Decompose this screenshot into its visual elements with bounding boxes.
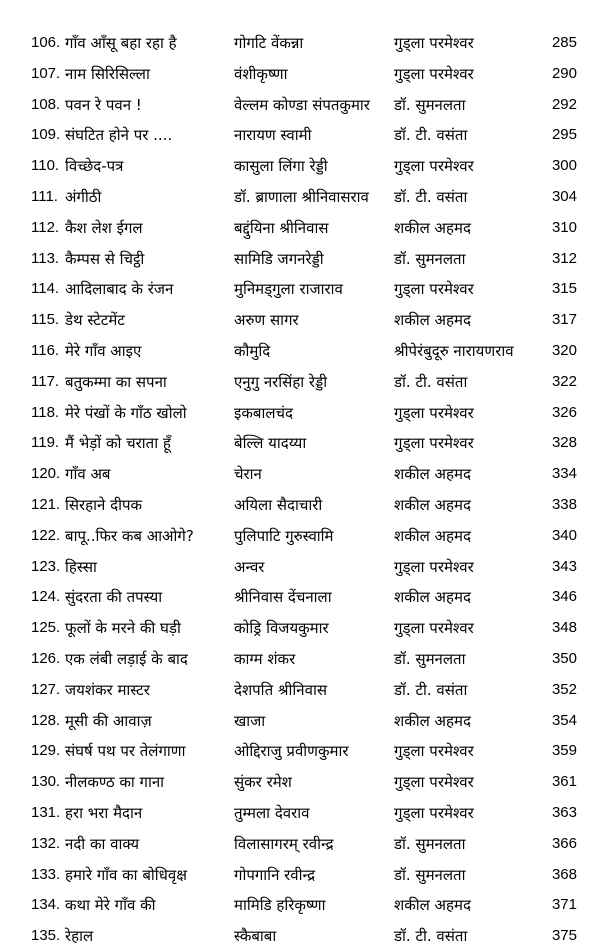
entry-number: 127.	[31, 680, 61, 698]
entry-number: 130.	[31, 773, 61, 791]
contents-entry	[0, 490, 600, 521]
entry-page-number: 310	[551, 218, 577, 236]
entry-translator: श्रीपेरंबुदूरु नारायणराव	[394, 341, 514, 360]
entry-translator: गुड्ला परमेश्वर	[394, 803, 474, 822]
entry-author: सामिडि जगनरेड्डी	[234, 249, 324, 268]
entry-title: संघर्ष पथ पर तेलंगाणा	[65, 742, 186, 761]
entry-number: 119.	[31, 434, 60, 452]
entry-author: मुनिमड्गुला राजाराव	[234, 280, 343, 299]
entry-page-number: 363	[551, 803, 577, 821]
entry-title: अंगीठी	[65, 187, 102, 206]
entry-translator: डॉ. सुमनलता	[394, 95, 466, 114]
entry-title: पवन रे पवन !	[65, 95, 142, 114]
entry-title: फूलों के मरने की घड़ी	[65, 619, 181, 638]
entry-number: 129.	[31, 742, 61, 760]
entry-number: 118.	[31, 403, 60, 421]
contents-entry	[0, 675, 600, 706]
contents-entry	[0, 798, 600, 829]
entry-author: कोड्रि विजयकुमार	[234, 619, 329, 638]
entry-translator: गुड्ला परमेश्वर	[394, 280, 474, 299]
entry-translator: डॉ. टी. वसंता	[394, 187, 468, 206]
entry-author: नारायण स्वामी	[234, 126, 312, 145]
entry-number: 117.	[31, 372, 60, 390]
entry-title: मैं भेड़ों को चराता हूँ	[65, 434, 171, 453]
entry-translator: डॉ. सुमनलता	[394, 865, 466, 884]
entry-author: ओद्दिराजु प्रवीणकुमार	[234, 742, 349, 761]
entry-translator: गुड्ला परमेश्वर	[394, 742, 474, 761]
contents-entry	[0, 860, 600, 891]
entry-translator: गुड्ला परमेश्वर	[394, 64, 474, 83]
entry-author: अयिला सैदाचारी	[234, 495, 323, 514]
entry-translator: गुड्ला परमेश्वर	[394, 773, 474, 792]
entry-translator: डॉ. टी. वसंता	[394, 372, 468, 391]
entry-page-number: 343	[551, 557, 577, 575]
entry-number: 126.	[31, 649, 61, 667]
contents-entry	[0, 552, 600, 583]
entry-number: 132.	[31, 834, 61, 852]
entry-page-number: 322	[551, 372, 577, 390]
entry-author: बद्दुंयिना श्रीनिवास	[234, 218, 329, 237]
entry-title: मूसी की आवाज़	[65, 711, 152, 730]
entry-translator: डॉ. सुमनलता	[394, 834, 466, 853]
entry-page-number: 326	[551, 403, 577, 421]
entry-page-number: 375	[551, 927, 577, 945]
entry-number: 131.	[31, 803, 61, 821]
contents-entry	[0, 213, 600, 244]
entry-title: बतुकम्मा का सपना	[65, 372, 167, 391]
entry-translator: शकील अहमद	[394, 218, 471, 237]
entry-author: विलासागरम् रवीन्द्र	[234, 834, 334, 853]
entry-number: 134.	[31, 896, 61, 914]
entry-number: 114.	[31, 280, 60, 298]
entry-translator: डॉ. सुमनलता	[394, 649, 466, 668]
entry-title: मेरे गाँव आइए	[65, 341, 142, 360]
entry-translator: डॉ. सुमनलता	[394, 249, 466, 268]
entry-page-number: 352	[551, 680, 577, 698]
entry-page-number: 292	[551, 95, 577, 113]
contents-entry	[0, 398, 600, 429]
contents-entry	[0, 521, 600, 552]
entry-author: श्रीनिवास देंचनाला	[234, 588, 332, 607]
entry-author: मामिडि हरिकृष्णा	[234, 896, 326, 915]
entry-author: एनुगु नरसिंहा रेड्डी	[234, 372, 328, 391]
entry-number: 115.	[31, 311, 60, 329]
contents-entry	[0, 428, 600, 459]
entry-translator: डॉ. टी. वसंता	[394, 126, 468, 145]
entry-number: 135.	[31, 927, 61, 945]
entry-author: इकबालचंद	[234, 403, 293, 422]
entry-page-number: 371	[551, 896, 577, 914]
entry-page-number: 350	[551, 649, 577, 667]
entry-number: 107.	[31, 64, 61, 82]
entry-page-number: 304	[551, 187, 577, 205]
entry-title: रेहाल	[65, 927, 94, 946]
entry-title: गाँव अब	[65, 465, 111, 484]
entry-page-number: 354	[551, 711, 577, 729]
entry-page-number: 285	[551, 34, 577, 51]
entry-translator: गुड्ला परमेश्वर	[394, 434, 474, 453]
entry-page-number: 295	[551, 126, 577, 144]
entry-translator: गुड्ला परमेश्वर	[394, 557, 474, 576]
entry-number: 125.	[31, 619, 61, 637]
entry-title: कैश लेश ईगल	[65, 218, 143, 237]
entry-number: 120.	[31, 465, 61, 483]
entry-author: कासुला लिंगा रेड्डी	[234, 157, 328, 176]
entry-page-number: 315	[551, 280, 577, 298]
contents-entry	[0, 767, 600, 798]
entry-number: 124.	[31, 588, 61, 606]
entry-author: अन्वर	[234, 557, 265, 576]
entry-page-number: 300	[551, 157, 577, 175]
entry-author: खाजा	[234, 711, 266, 730]
entry-number: 111.	[31, 187, 58, 205]
contents-entry	[0, 367, 600, 398]
entry-title: हमारे गाँव का बोधिवृक्ष	[65, 865, 187, 884]
entry-author: तुम्मला देवराव	[234, 803, 310, 822]
entry-author: पुलिपाटि गुरुस्वामि	[234, 526, 334, 545]
entry-number: 108.	[31, 95, 61, 113]
entry-number: 122.	[31, 526, 61, 544]
entry-author: गोगटि वेंकन्ना	[234, 34, 304, 52]
entry-number: 110.	[31, 157, 60, 175]
contents-entry	[0, 582, 600, 613]
entry-translator: गुड्ला परमेश्वर	[394, 619, 474, 638]
entry-page-number: 340	[551, 526, 577, 544]
entry-translator: डॉ. टी. वसंता	[394, 680, 468, 699]
contents-entry	[0, 890, 600, 921]
entry-translator: गुड्ला परमेश्वर	[394, 403, 474, 422]
entry-title: बापू..फिर कब आओगे?	[65, 526, 194, 545]
contents-entry	[0, 644, 600, 675]
contents-entry	[0, 829, 600, 860]
entry-author: काग्म शंकर	[234, 649, 296, 668]
contents-entry	[0, 120, 600, 151]
entry-translator: शकील अहमद	[394, 526, 471, 545]
entry-page-number: 290	[551, 64, 577, 82]
contents-entry	[0, 459, 600, 490]
entry-page-number: 320	[551, 341, 577, 359]
entry-title: एक लंबी लड़ाई के बाद	[65, 649, 188, 668]
contents-entry	[0, 706, 600, 737]
contents-entry	[0, 274, 600, 305]
entry-title: नदी का वाक्य	[65, 834, 140, 853]
entry-page-number: 359	[551, 742, 577, 760]
entry-page-number: 366	[551, 834, 577, 852]
entry-author: वेल्लम कोण्डा संपतकुमार	[234, 95, 370, 114]
entry-title: सुंदरता की तपस्या	[65, 588, 163, 607]
entry-title: नाम सिरिसिल्ला	[65, 64, 150, 83]
contents-entry	[0, 151, 600, 182]
entry-author: चेरान	[234, 465, 262, 484]
entry-number: 113.	[31, 249, 60, 267]
entry-title: गाँव आँसू बहा रहा है	[65, 34, 177, 52]
entry-title: जयशंकर मास्टर	[65, 680, 150, 699]
entry-translator: गुड्ला परमेश्वर	[394, 157, 474, 176]
entry-page-number: 312	[551, 249, 577, 267]
entry-author: गोपगानि रवीन्द्र	[234, 865, 316, 884]
entry-number: 106.	[31, 34, 61, 51]
entry-number: 112.	[31, 218, 60, 236]
entry-number: 109.	[31, 126, 61, 144]
entry-author: स्कैबाबा	[234, 927, 277, 946]
contents-entry	[0, 244, 600, 275]
entry-title: सिरहाने दीपक	[65, 495, 142, 514]
entry-number: 123.	[31, 557, 61, 575]
contents-entry	[0, 59, 600, 90]
entry-translator: डॉ. टी. वसंता	[394, 927, 468, 946]
contents-entry	[0, 921, 600, 952]
entry-translator: शकील अहमद	[394, 588, 471, 607]
entry-title: हरा भरा मैदान	[65, 803, 143, 822]
entry-translator: गुड्ला परमेश्वर	[394, 34, 474, 52]
entry-translator: शकील अहमद	[394, 896, 471, 915]
contents-entry	[0, 305, 600, 336]
entry-number: 133.	[31, 865, 61, 883]
entry-title: डेथ स्टेटमेंट	[65, 311, 125, 330]
contents-entry	[0, 736, 600, 767]
entry-page-number: 338	[551, 495, 577, 513]
entry-number: 128.	[31, 711, 61, 729]
entry-page-number: 328	[551, 434, 577, 452]
entry-title: आदिलाबाद के रंजन	[65, 280, 174, 299]
contents-entry	[0, 336, 600, 367]
entry-translator: शकील अहमद	[394, 495, 471, 514]
entry-author: सुंकर रमेश	[234, 773, 292, 792]
entry-author: कौमुदि	[234, 341, 271, 360]
entry-author: अरुण सागर	[234, 311, 299, 330]
entry-title: कथा मेरे गाँव की	[65, 896, 156, 915]
entry-page-number: 368	[551, 865, 577, 883]
entry-number: 121.	[31, 495, 61, 513]
contents-entry	[0, 613, 600, 644]
entry-page-number: 361	[551, 773, 577, 791]
entry-author: बेल्लि यादय्या	[234, 434, 307, 453]
contents-list	[0, 28, 600, 952]
entry-page-number: 334	[551, 465, 577, 483]
entry-title: नीलकण्ठ का गाना	[65, 773, 165, 792]
entry-translator: शकील अहमद	[394, 311, 471, 330]
entry-title: मेरे पंखों के गाँठ खोलो	[65, 403, 187, 422]
contents-entry	[0, 28, 600, 59]
entry-title: संघटित होने पर ....	[65, 126, 173, 145]
contents-entry	[0, 90, 600, 121]
entry-translator: शकील अहमद	[394, 711, 471, 730]
entry-title: हिस्सा	[65, 557, 97, 576]
entry-author: वंशीकृष्णा	[234, 64, 288, 83]
contents-entry	[0, 182, 600, 213]
entry-title: कैम्पस से चिट्ठी	[65, 249, 145, 268]
entry-title: विच्छेद-पत्र	[65, 157, 124, 176]
entry-translator: शकील अहमद	[394, 465, 471, 484]
entry-number: 116.	[31, 341, 60, 359]
entry-author: देशपति श्रीनिवास	[234, 680, 327, 699]
entry-page-number: 346	[551, 588, 577, 606]
entry-page-number: 348	[551, 619, 577, 637]
entry-author: डॉ. ब्राणाला श्रीनिवासराव	[234, 187, 369, 206]
entry-page-number: 317	[551, 311, 577, 329]
